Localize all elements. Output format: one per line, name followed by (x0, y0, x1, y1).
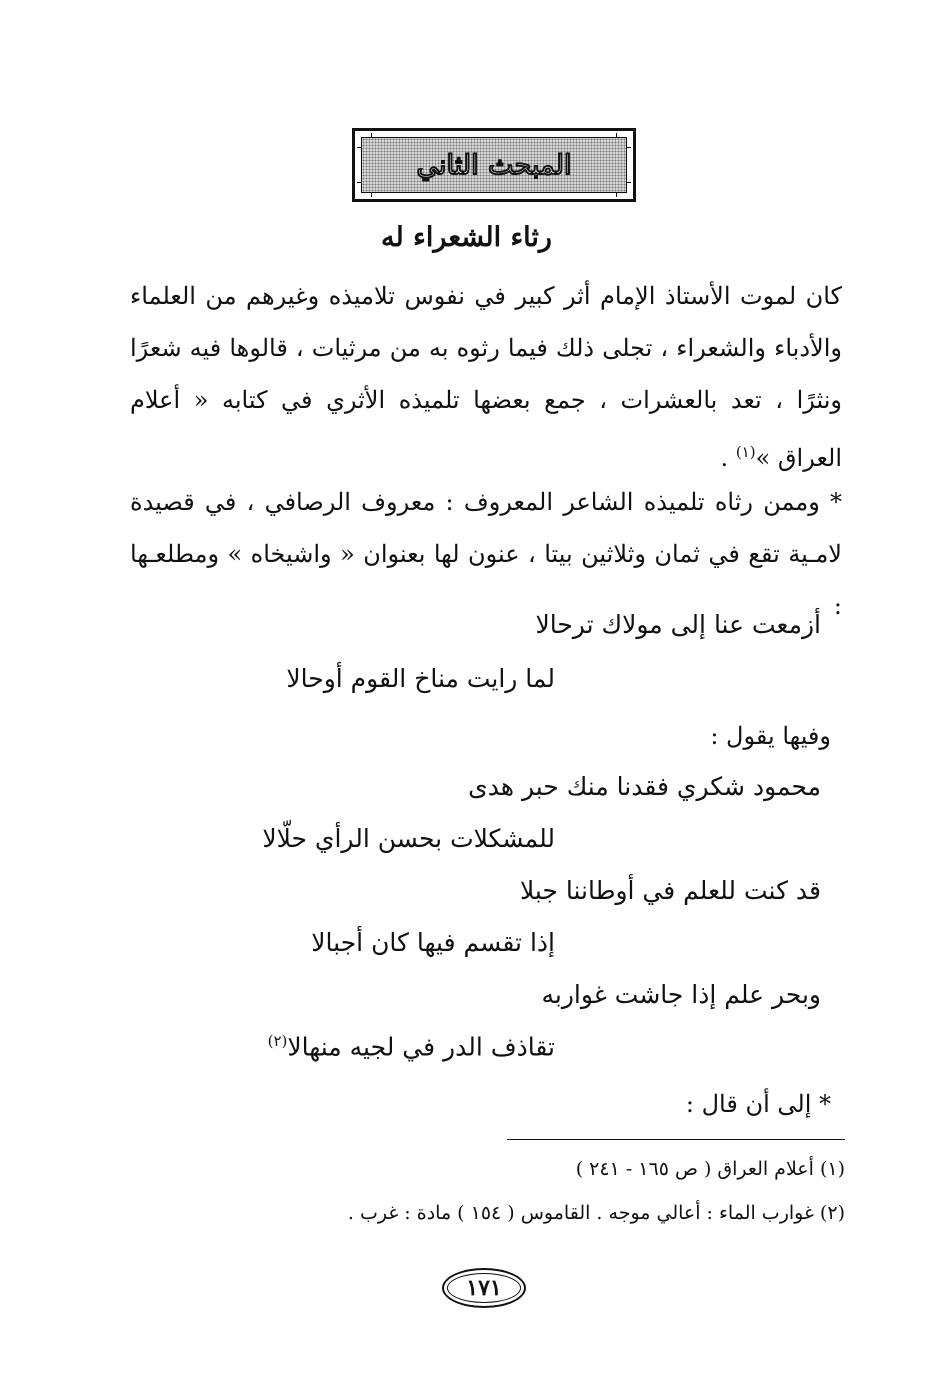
verse-2-second-hemistich: للمشكلات بحسن الرأي حلّالا (262, 824, 555, 853)
paragraph-intro (130, 270, 842, 484)
page-number-text: ١٧١ (466, 1275, 502, 1301)
verse-4-second-text: تقاذف الدر في لجيه منهالا (287, 1032, 555, 1062)
verse-4-first-hemistich: وبحر علم إذا جاشت غواربه (541, 980, 821, 1009)
footnote-1: (١) أعلام العراق ( ص ١٦٥ - ٢٤١ ) (575, 1158, 845, 1180)
verse-1-second-hemistich: لما رايت مناخ القوم أوحالا (286, 664, 555, 693)
paragraph-poem-intro: * وممن رثاه تلميذه الشاعر المعروف : معروف الرصافي ، في قصيدة لامـية تقع في ثمان وثلاثين بيتا ، عنون لها بعنوان « واشيخاه » ومطلعـها : (130, 488, 842, 620)
footnote-ref-1: (١) (735, 443, 756, 461)
page-number (442, 1268, 526, 1308)
footnote-2: (٢) غوارب الماء : أعالي موجه . القاموس ( ١٥٤ ) مادة : غرب . (347, 1202, 845, 1224)
verse-3-second-hemistich: إذا تقسم فيها كان أجبالا (311, 928, 555, 957)
paragraph-intro-text: كان لموت الأستاذ الإمام أثر كبير في نفوس تلاميذه وغيرهم من العلماء والأدباء والشعراء ، تجلى ذلك فيما رثوه به من مرثيات ، قالوها فيه شعرًا ونثرًا ، تعد بالعشرات ، جمع بعضها تلميذه الأثري في كتابه « أعلام العراق » (130, 282, 842, 472)
section-title-panel (361, 137, 627, 193)
verse-1-first-hemistich: أزمعت عنا إلى مولاك ترحالا (535, 610, 821, 639)
subheading: رثاء الشعراء له (381, 222, 552, 253)
section-title: المبحث الثاني (416, 149, 572, 181)
verse-intro-line-2: * إلى أن قال : (685, 1090, 831, 1118)
verse-4-second-hemistich (268, 1032, 555, 1061)
footnote-separator (507, 1139, 845, 1140)
section-title-frame (352, 128, 636, 202)
verse-intro-line: وفيها يقول : (710, 722, 831, 750)
paragraph-intro-end: . (720, 444, 736, 472)
footnote-ref-2: (٢) (267, 1032, 288, 1050)
verse-2-first-hemistich: محمود شكري فقدنا منك حبر هدى (468, 772, 821, 801)
verse-3-first-hemistich: قد كنت للعلم في أوطاننا جبلا (519, 876, 821, 905)
